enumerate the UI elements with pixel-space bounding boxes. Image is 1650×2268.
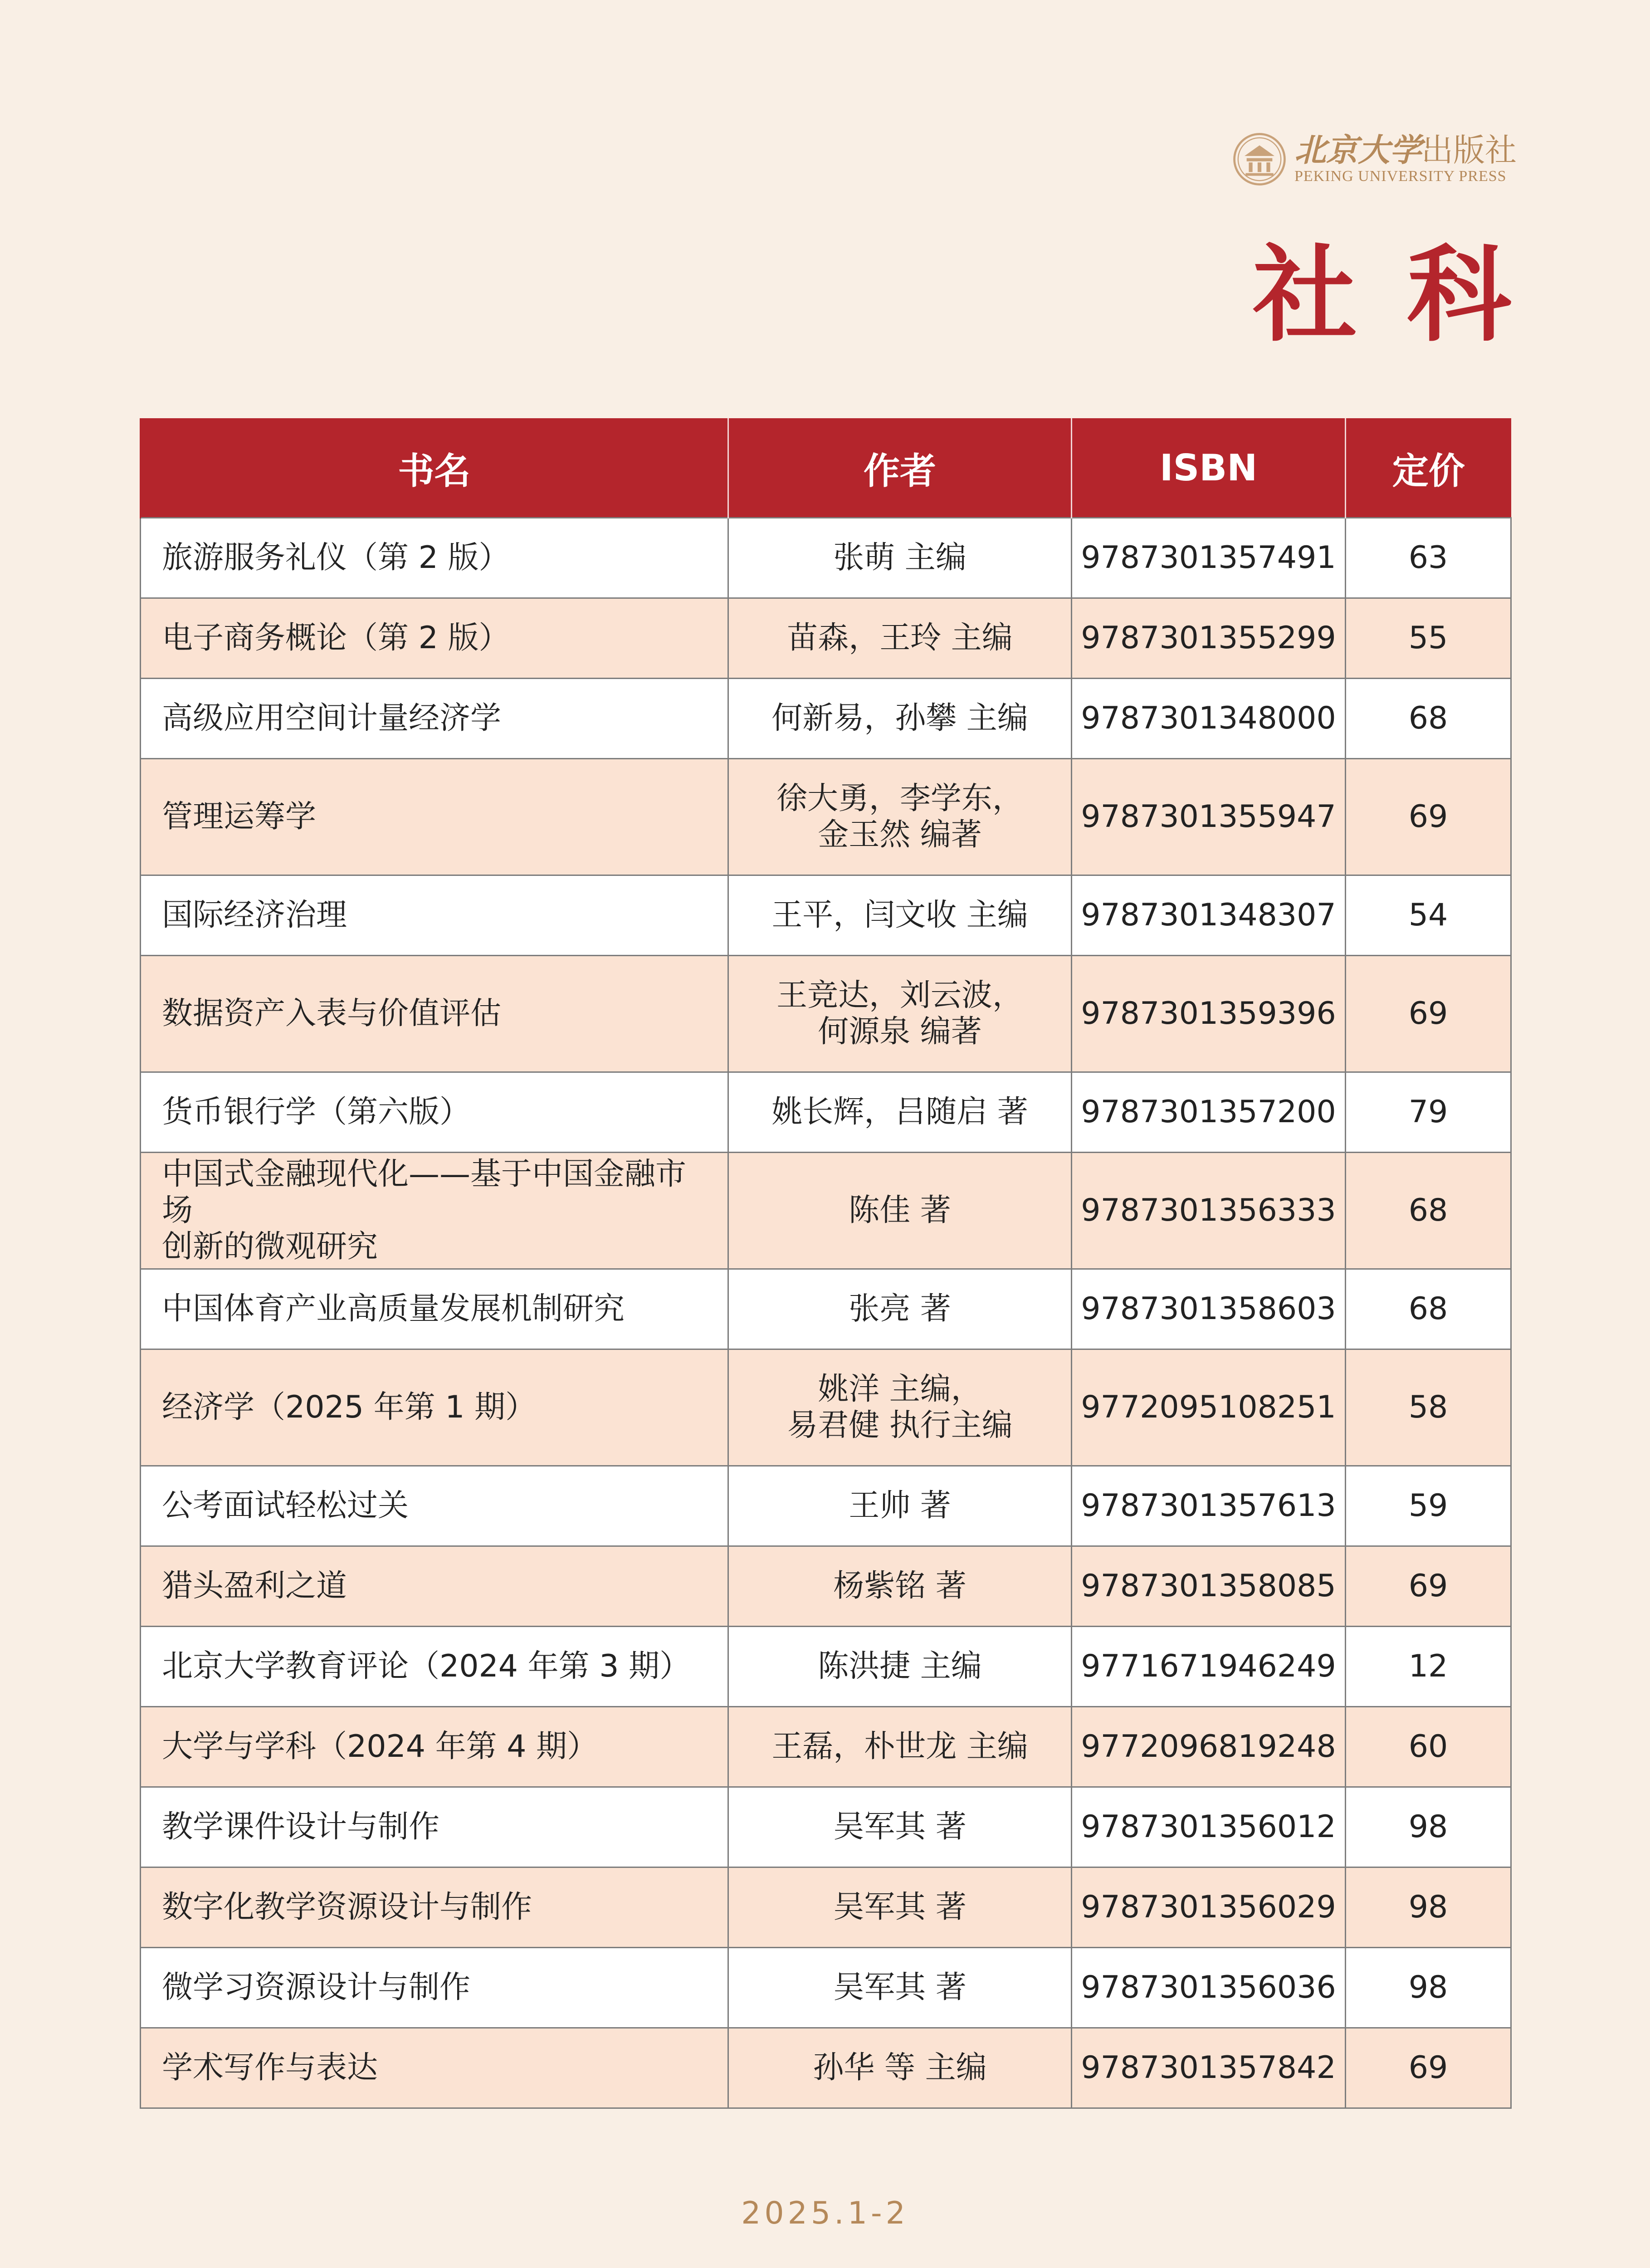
publisher-logo bbox=[1233, 130, 1517, 189]
cell-price: 12 bbox=[1346, 1627, 1511, 1707]
cell-title-line: 大学与学科（2024 年第 4 期） bbox=[162, 1729, 598, 1765]
cell-title-line: 高级应用空间计量经济学 bbox=[162, 700, 502, 736]
publisher-name-en: PEKING UNIVERSITY PRESS bbox=[1294, 168, 1507, 185]
header-author: 作者 bbox=[728, 418, 1072, 518]
cell-isbn: 9787301357491 bbox=[1072, 518, 1346, 598]
cell-author-line: 何新易，孙攀 主编 bbox=[771, 700, 1028, 736]
cell-title bbox=[141, 679, 728, 759]
cell-isbn: 9787301359396 bbox=[1072, 956, 1346, 1072]
cell-price: 69 bbox=[1346, 2028, 1511, 2108]
cell-author bbox=[728, 518, 1072, 598]
table-row bbox=[141, 1349, 1511, 1466]
cell-author-line: 姚长辉，吕随启 著 bbox=[771, 1094, 1028, 1130]
cell-author bbox=[728, 1072, 1072, 1153]
cell-title bbox=[141, 759, 728, 875]
cell-author bbox=[728, 679, 1072, 759]
cell-author bbox=[728, 1349, 1072, 1466]
cell-title bbox=[141, 1349, 728, 1466]
cell-title-line: 电子商务概论（第 2 版） bbox=[162, 620, 510, 656]
cell-isbn: 9787301357613 bbox=[1072, 1466, 1346, 1546]
cell-author-line: 张萌 主编 bbox=[833, 540, 967, 576]
cell-author-line: 何源泉 编著 bbox=[818, 1014, 982, 1050]
publisher-name-cn bbox=[1294, 133, 1517, 167]
cell-isbn: 9787301348307 bbox=[1072, 875, 1346, 956]
cell-price: 69 bbox=[1346, 759, 1511, 875]
cell-price: 69 bbox=[1346, 1546, 1511, 1627]
table-body bbox=[141, 518, 1511, 2108]
publisher-name-cn-calligraphy: 北京大学 bbox=[1294, 131, 1421, 169]
cell-author-line: 吴军其 著 bbox=[833, 1889, 967, 1925]
cell-author bbox=[728, 1153, 1072, 1269]
cell-title bbox=[141, 598, 728, 679]
table-row bbox=[141, 518, 1511, 598]
cell-price: 98 bbox=[1346, 1787, 1511, 1867]
cell-isbn: 9787301356012 bbox=[1072, 1787, 1346, 1867]
table-row bbox=[141, 1466, 1511, 1546]
cell-title-line: 学术写作与表达 bbox=[162, 2050, 378, 2086]
cell-title bbox=[141, 1948, 728, 2028]
cell-title-line: 国际经济治理 bbox=[162, 897, 347, 933]
cell-title-line: 货币银行学（第六版） bbox=[162, 1094, 471, 1130]
cell-author-line: 苗森，王玲 主编 bbox=[787, 620, 1013, 656]
cell-title bbox=[141, 1153, 728, 1269]
table-row bbox=[141, 679, 1511, 759]
cell-title bbox=[141, 1269, 728, 1349]
book-table bbox=[140, 418, 1512, 2109]
cell-isbn: 9787301356029 bbox=[1072, 1867, 1346, 1948]
cell-price: 55 bbox=[1346, 598, 1511, 679]
cell-title-line: 中国式金融现代化——基于中国金融市场 bbox=[162, 1156, 687, 1228]
cell-author bbox=[728, 1787, 1072, 1867]
cell-isbn: 9787301357200 bbox=[1072, 1072, 1346, 1153]
table-row bbox=[141, 1707, 1511, 1787]
cell-author bbox=[728, 1707, 1072, 1787]
cell-price: 69 bbox=[1346, 956, 1511, 1072]
cell-isbn: 9787301357842 bbox=[1072, 2028, 1346, 2108]
page-number: 2025.1-2 bbox=[741, 2195, 909, 2231]
cell-author bbox=[728, 598, 1072, 679]
cell-isbn: 9787301358085 bbox=[1072, 1546, 1346, 1627]
header-title: 书名 bbox=[141, 418, 728, 518]
university-seal-icon bbox=[1233, 132, 1286, 186]
cell-author-line: 王平，闫文收 主编 bbox=[771, 897, 1028, 933]
cell-title-line: 数字化教学资源设计与制作 bbox=[162, 1889, 532, 1925]
cell-author bbox=[728, 1948, 1072, 2028]
cell-price: 68 bbox=[1346, 679, 1511, 759]
cell-price: 98 bbox=[1346, 1948, 1511, 2028]
cell-title bbox=[141, 1546, 728, 1627]
cell-title bbox=[141, 1466, 728, 1546]
cell-isbn: 9772096819248 bbox=[1072, 1707, 1346, 1787]
cell-price: 79 bbox=[1346, 1072, 1511, 1153]
cell-title-line: 教学课件设计与制作 bbox=[162, 1809, 440, 1845]
cell-price: 59 bbox=[1346, 1466, 1511, 1546]
table-row bbox=[141, 1153, 1511, 1269]
cell-price: 60 bbox=[1346, 1707, 1511, 1787]
cell-author-line: 王帅 著 bbox=[849, 1488, 951, 1524]
header-isbn: ISBN bbox=[1072, 418, 1346, 518]
cell-title-line: 创新的微观研究 bbox=[162, 1229, 378, 1265]
cell-author-line: 姚洋 主编， bbox=[818, 1371, 982, 1407]
cell-price: 63 bbox=[1346, 518, 1511, 598]
table-row bbox=[141, 1546, 1511, 1627]
cell-author-line: 王竞达，刘云波， bbox=[776, 978, 1023, 1013]
cell-title bbox=[141, 875, 728, 956]
cell-title bbox=[141, 518, 728, 598]
cell-title bbox=[141, 1072, 728, 1153]
cell-author bbox=[728, 875, 1072, 956]
cell-isbn: 9787301356036 bbox=[1072, 1948, 1346, 2028]
cell-author-line: 徐大勇，李学东， bbox=[776, 781, 1023, 816]
cell-author bbox=[728, 1269, 1072, 1349]
cell-author bbox=[728, 1466, 1072, 1546]
cell-author-line: 王磊，朴世龙 主编 bbox=[771, 1729, 1028, 1765]
cell-price: 68 bbox=[1346, 1153, 1511, 1269]
header-price: 定价 bbox=[1346, 418, 1511, 518]
cell-author bbox=[728, 2028, 1072, 2108]
cell-author-line: 易君健 执行主编 bbox=[787, 1408, 1013, 1443]
table-row bbox=[141, 2028, 1511, 2108]
cell-isbn: 9787301358603 bbox=[1072, 1269, 1346, 1349]
cell-author-line: 孙华 等 主编 bbox=[813, 2050, 987, 2086]
cell-author bbox=[728, 956, 1072, 1072]
cell-author-line: 吴军其 著 bbox=[833, 1809, 967, 1845]
table-header-row bbox=[141, 418, 1511, 518]
cell-isbn: 9787301356333 bbox=[1072, 1153, 1346, 1269]
page-title: 社科 bbox=[1253, 234, 1561, 356]
publisher-name-cn-suffix: 出版社 bbox=[1421, 132, 1517, 169]
table-row bbox=[141, 1269, 1511, 1349]
cell-title bbox=[141, 956, 728, 1072]
cell-isbn: 9787301355299 bbox=[1072, 598, 1346, 679]
cell-title bbox=[141, 2028, 728, 2108]
cell-price: 98 bbox=[1346, 1867, 1511, 1948]
cell-author bbox=[728, 1867, 1072, 1948]
cell-title-line: 公考面试轻松过关 bbox=[162, 1488, 409, 1524]
cell-author-line: 张亮 著 bbox=[849, 1291, 951, 1327]
cell-author-line: 陈佳 著 bbox=[849, 1193, 951, 1228]
table-row bbox=[141, 1787, 1511, 1867]
cell-author-line: 金玉然 编著 bbox=[818, 817, 982, 853]
cell-title-line: 北京大学教育评论（2024 年第 3 期） bbox=[162, 1648, 691, 1684]
cell-isbn: 9787301355947 bbox=[1072, 759, 1346, 875]
cell-author-line: 吴军其 著 bbox=[833, 1970, 967, 2005]
cell-author bbox=[728, 759, 1072, 875]
cell-title bbox=[141, 1707, 728, 1787]
cell-title-line: 管理运筹学 bbox=[162, 799, 317, 835]
cell-title bbox=[141, 1867, 728, 1948]
table-row bbox=[141, 875, 1511, 956]
cell-title-line: 微学习资源设计与制作 bbox=[162, 1970, 471, 2005]
cell-isbn: 9787301348000 bbox=[1072, 679, 1346, 759]
cell-title-line: 中国体育产业高质量发展机制研究 bbox=[162, 1291, 625, 1327]
cell-title-line: 旅游服务礼仪（第 2 版） bbox=[162, 540, 510, 576]
cell-isbn: 9772095108251 bbox=[1072, 1349, 1346, 1466]
cell-title-line: 经济学（2025 年第 1 期） bbox=[162, 1389, 537, 1425]
table-row bbox=[141, 759, 1511, 875]
cell-author bbox=[728, 1546, 1072, 1627]
cell-title-line: 数据资产入表与价值评估 bbox=[162, 996, 502, 1031]
cell-isbn: 9771671946249 bbox=[1072, 1627, 1346, 1707]
table-row bbox=[141, 598, 1511, 679]
table-row bbox=[141, 956, 1511, 1072]
cell-price: 68 bbox=[1346, 1269, 1511, 1349]
table-row bbox=[141, 1948, 1511, 2028]
cell-author-line: 杨紫铭 著 bbox=[833, 1568, 967, 1604]
table-row bbox=[141, 1867, 1511, 1948]
cell-title bbox=[141, 1787, 728, 1867]
cell-price: 54 bbox=[1346, 875, 1511, 956]
cell-author bbox=[728, 1627, 1072, 1707]
cell-title bbox=[141, 1627, 728, 1707]
cell-price: 58 bbox=[1346, 1349, 1511, 1466]
table-row bbox=[141, 1072, 1511, 1153]
table-row bbox=[141, 1627, 1511, 1707]
cell-author-line: 陈洪捷 主编 bbox=[818, 1648, 982, 1684]
cell-title-line: 猎头盈利之道 bbox=[162, 1568, 347, 1604]
